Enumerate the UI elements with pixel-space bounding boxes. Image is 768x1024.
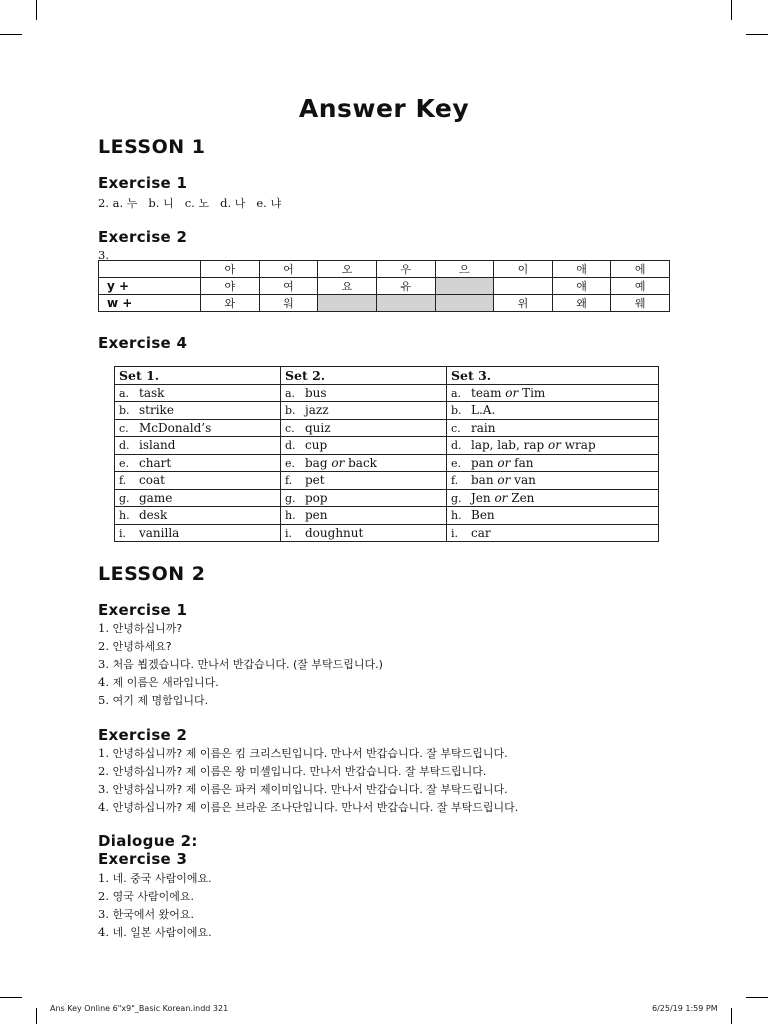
table-cell (447, 402, 659, 420)
answer-line (98, 870, 212, 886)
item-letter: f. (119, 474, 127, 488)
footer-timestamp: 6/25/19 1:59 PM (652, 1004, 718, 1013)
table-cell: 애 (552, 261, 611, 278)
line-number: 3. (98, 657, 109, 671)
line-text: 안녕하십니까? 제 이름은 왕 미셸입니다. 만나서 반갑습니다. 잘 부탁드립니다. (112, 765, 487, 778)
line-number: 2. (98, 764, 109, 778)
answer-label: b. (148, 196, 160, 210)
item-letter: e. (451, 456, 462, 470)
table-cell: 우 (376, 261, 435, 278)
item-letter: c. (451, 421, 461, 435)
item-text: strike (139, 403, 174, 418)
table-cell (115, 419, 281, 437)
table-row (99, 261, 670, 278)
item-text: lap, lab, rap or wrap (471, 438, 596, 453)
line-number: 2. (98, 889, 109, 903)
item-text: quiz (305, 420, 331, 435)
crop-mark (36, 1008, 37, 1024)
item-letter: c. (285, 421, 295, 435)
answer-line (98, 799, 518, 815)
table-cell (115, 524, 281, 542)
line-text: 안녕하십니까? (112, 622, 183, 635)
item-letter: i. (451, 526, 459, 540)
table-row (115, 454, 659, 472)
table-cell (115, 437, 281, 455)
lesson-2-exercise-1-heading: Exercise 1 (98, 601, 188, 619)
table-cell (115, 489, 281, 507)
item-letter: a. (119, 386, 130, 400)
table-row (115, 507, 659, 525)
item-text: McDonald’s (139, 420, 212, 435)
item-text: vanilla (139, 525, 180, 540)
table-cell (447, 419, 659, 437)
table-cell (447, 524, 659, 542)
sets-table (114, 366, 659, 542)
lesson-2-heading: LESSON 2 (98, 563, 206, 585)
answer-line (98, 924, 212, 940)
item-letter: b. (451, 404, 462, 418)
table-cell (494, 278, 553, 295)
table-cell: 유 (376, 278, 435, 295)
item-text: car (471, 525, 491, 540)
item-letter: g. (119, 491, 130, 505)
exercise-number: 3. (98, 248, 109, 262)
line-number: 1. (98, 621, 109, 635)
line-number: 3. (98, 907, 109, 921)
line-text: 안녕하십니까? 제 이름은 파커 제이미입니다. 만나서 반갑습니다. 잘 부탁드립니다. (112, 783, 508, 796)
item-text: game (139, 490, 173, 505)
table-row (115, 437, 659, 455)
table-cell (115, 384, 281, 402)
table-cell (447, 384, 659, 402)
answer-value: 냐 (270, 197, 282, 210)
item-letter: d. (119, 439, 130, 453)
table-cell: 웨 (611, 295, 670, 312)
table-row (99, 295, 670, 312)
answer-line (98, 763, 486, 779)
line-number: 5. (98, 693, 109, 707)
table-cell-shaded (435, 295, 494, 312)
table-row (99, 278, 670, 295)
table-cell: 오 (318, 261, 377, 278)
item-text: cup (305, 438, 328, 453)
table-cell (115, 507, 281, 525)
answer-value: 누 (126, 197, 138, 210)
item-text: bag or back (305, 455, 377, 470)
answer-label: e. (256, 196, 267, 210)
item-letter: c. (119, 421, 129, 435)
answer-line (98, 745, 508, 761)
crop-mark (746, 997, 768, 998)
item-letter: g. (451, 491, 462, 505)
table-cell (115, 402, 281, 420)
line-text: 안녕하세요? (112, 640, 172, 653)
vowel-table (98, 260, 670, 312)
line-text: 안녕하십니까? 제 이름은 브라운 조나단입니다. 만나서 반갑습니다. 잘 부탁드립니다. (112, 801, 519, 814)
answer-label: 2. a. (98, 196, 124, 210)
table-cell: 요 (318, 278, 377, 295)
item-text: L.A. (471, 403, 496, 418)
item-text: pet (305, 473, 325, 488)
item-text: team or Tim (471, 385, 546, 400)
crop-mark (36, 0, 37, 20)
item-letter: i. (119, 526, 127, 540)
item-text: task (139, 385, 165, 400)
table-cell: 아 (201, 261, 260, 278)
item-text: Jen or Zen (471, 490, 535, 505)
table-cell (281, 419, 447, 437)
table-cell: 에 (611, 261, 670, 278)
lesson-1-exercise-4-heading: Exercise 4 (98, 334, 188, 352)
answer-value: 노 (198, 197, 210, 210)
table-row (115, 384, 659, 402)
table-cell: 으 (435, 261, 494, 278)
table-cell (447, 454, 659, 472)
item-text: island (139, 438, 176, 453)
crop-mark (0, 34, 22, 35)
table-cell (447, 507, 659, 525)
answer-line (98, 906, 194, 922)
answer-line (98, 656, 383, 672)
table-cell: 야 (201, 278, 260, 295)
footer-file-info: Ans Key Online 6"x9"_Basic Korean.indd 321 (50, 1004, 229, 1013)
table-row (115, 472, 659, 490)
table-cell: 여 (259, 278, 318, 295)
crop-mark (0, 997, 22, 998)
item-letter: e. (119, 456, 130, 470)
table-cell-shaded (376, 295, 435, 312)
line-text: 제 이름은 새라입니다. (112, 676, 219, 689)
table-cell (447, 437, 659, 455)
lesson-1-exercise-1-heading: Exercise 1 (98, 174, 188, 192)
line-text: 네. 일본 사람이에요. (112, 926, 212, 939)
answer-line (98, 692, 208, 708)
line-text: 네. 중국 사람이에요. (112, 872, 212, 885)
line-number: 3. (98, 782, 109, 796)
table-cell-shaded (435, 278, 494, 295)
item-letter: g. (285, 491, 296, 505)
column-header: Set 2. (281, 367, 447, 385)
line-text: 한국에서 왔어요. (112, 908, 195, 921)
table-cell (281, 524, 447, 542)
table-cell (281, 384, 447, 402)
answer-line (98, 888, 194, 904)
item-letter: b. (119, 404, 130, 418)
table-cell (447, 489, 659, 507)
item-text: chart (139, 455, 172, 470)
line-number: 4. (98, 675, 109, 689)
item-letter: a. (451, 386, 462, 400)
table-cell (115, 454, 281, 472)
lesson-1-exercise-2-heading: Exercise 2 (98, 228, 188, 246)
row-header-empty (99, 261, 201, 278)
item-letter: b. (285, 404, 296, 418)
item-letter: h. (285, 509, 296, 523)
item-text: desk (139, 508, 168, 523)
table-cell (281, 472, 447, 490)
lesson-2-exercise-3-heading: Exercise 3 (98, 850, 188, 868)
crop-mark (731, 1008, 732, 1024)
item-letter: f. (451, 474, 459, 488)
table-row (115, 367, 659, 385)
table-cell (281, 454, 447, 472)
table-cell: 얘 (552, 278, 611, 295)
item-letter: e. (285, 456, 296, 470)
answer-line (98, 620, 182, 636)
dialogue-2-heading: Dialogue 2: (98, 832, 198, 850)
item-text: doughnut (305, 525, 364, 540)
table-row (115, 524, 659, 542)
line-text: 영국 사람이에요. (112, 890, 195, 903)
item-text: bus (305, 385, 327, 400)
item-text: rain (471, 420, 496, 435)
row-header: w + (99, 295, 201, 312)
item-letter: f. (285, 474, 293, 488)
crop-mark (746, 34, 768, 35)
table-cell: 이 (494, 261, 553, 278)
lesson-1-exercise-1-answers (98, 195, 281, 211)
item-letter: i. (285, 526, 293, 540)
table-cell-shaded (318, 295, 377, 312)
table-row (115, 419, 659, 437)
table-row (115, 402, 659, 420)
answer-value: 니 (163, 197, 174, 210)
line-number: 1. (98, 871, 109, 885)
answer-label: d. (220, 196, 232, 210)
item-text: Ben (471, 508, 495, 523)
item-letter: a. (285, 386, 296, 400)
lesson-1-heading: LESSON 1 (98, 136, 206, 158)
table-cell (115, 472, 281, 490)
table-cell: 와 (201, 295, 260, 312)
line-number: 2. (98, 639, 109, 653)
line-text: 여기 제 명함입니다. (112, 694, 209, 707)
answer-line (98, 638, 172, 654)
item-text: pen (305, 508, 328, 523)
page-title: Answer Key (298, 94, 470, 123)
table-cell (447, 472, 659, 490)
item-text: ban or van (471, 473, 536, 488)
answer-value: 나 (234, 197, 246, 210)
crop-mark (731, 0, 732, 20)
lesson-2-exercise-2-heading: Exercise 2 (98, 726, 188, 744)
item-letter: d. (451, 439, 462, 453)
answer-line (98, 781, 508, 797)
table-cell (281, 402, 447, 420)
table-cell: 어 (259, 261, 318, 278)
table-cell: 워 (259, 295, 318, 312)
answer-line (98, 674, 219, 690)
table-cell (281, 437, 447, 455)
item-letter: d. (285, 439, 296, 453)
item-text: pop (305, 490, 328, 505)
table-cell: 왜 (552, 295, 611, 312)
line-number: 4. (98, 925, 109, 939)
row-header: y + (99, 278, 201, 295)
column-header: Set 3. (447, 367, 659, 385)
table-cell (281, 507, 447, 525)
line-text: 처음 뵙겠습니다. 만나서 반갑습니다. (잘 부탁드립니다.) (112, 658, 383, 671)
item-letter: h. (119, 509, 130, 523)
line-text: 안녕하십니까? 제 이름은 킴 크리스틴입니다. 만나서 반갑습니다. 잘 부탁드립니다. (112, 747, 508, 760)
table-cell (281, 489, 447, 507)
line-number: 1. (98, 746, 109, 760)
item-text: pan or fan (471, 455, 534, 470)
item-text: jazz (305, 403, 329, 418)
line-number: 4. (98, 800, 109, 814)
item-text: coat (139, 473, 165, 488)
answer-label: c. (184, 196, 195, 210)
table-cell: 예 (611, 278, 670, 295)
table-cell: 위 (494, 295, 553, 312)
table-row (115, 489, 659, 507)
column-header: Set 1. (115, 367, 281, 385)
item-letter: h. (451, 509, 462, 523)
